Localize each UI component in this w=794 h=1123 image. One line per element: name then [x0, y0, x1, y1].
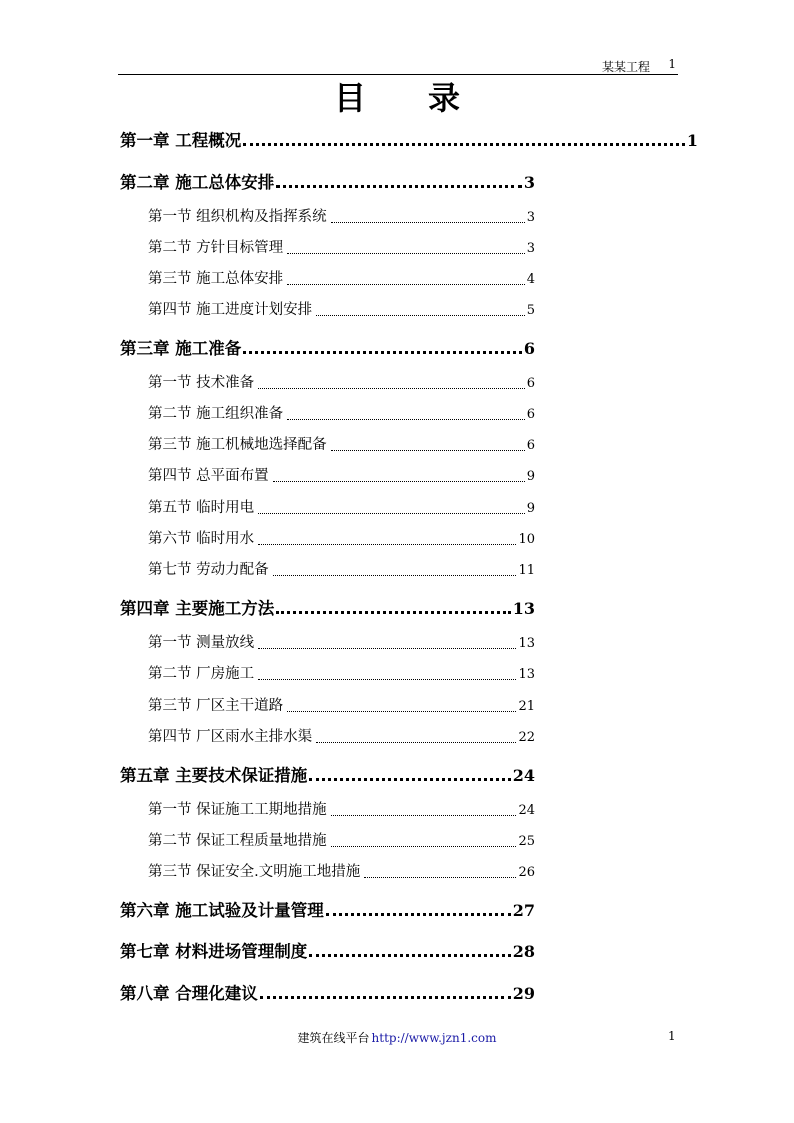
toc-page-number: 4	[526, 272, 535, 287]
toc-section-2-4[interactable]	[148, 298, 535, 320]
toc-label: 第三节 施工总体安排	[148, 271, 284, 287]
toc-page-number: 13	[512, 599, 535, 618]
toc-page-number: 22	[518, 730, 535, 745]
toc-label: 第二节 施工组织准备	[148, 406, 284, 422]
toc-page-number: 29	[512, 984, 535, 1003]
toc-leader-dots	[331, 846, 517, 847]
toc-page-number: 24	[512, 766, 535, 785]
toc-page-number: 3	[526, 241, 535, 256]
toc-page-number: 24	[518, 803, 535, 818]
toc-label: 第二节 保证工程质量地措施	[148, 833, 327, 849]
toc-page-number: 11	[518, 563, 535, 578]
toc-leader-dots	[276, 185, 522, 188]
toc-label: 第三节 保证安全.文明施工地措施	[148, 864, 361, 880]
toc-leader-dots	[316, 742, 516, 743]
toc-page-number: 9	[526, 501, 535, 516]
toc-section-3-4[interactable]	[148, 464, 535, 486]
toc-section-2-1[interactable]	[148, 205, 535, 227]
toc-chapter-6[interactable]	[120, 897, 535, 921]
toc-chapter-8[interactable]	[120, 980, 535, 1004]
toc-section-4-1[interactable]	[148, 631, 535, 653]
toc-section-5-1[interactable]	[148, 798, 535, 820]
toc-section-5-3[interactable]	[148, 860, 535, 882]
header-project-name: 某某工程	[601, 60, 650, 74]
header-page-number: 1	[668, 57, 676, 71]
toc-leader-dots	[243, 351, 522, 354]
toc-label: 第四章 主要施工方法	[120, 599, 275, 618]
toc-leader-dots	[287, 284, 525, 285]
toc-section-4-3[interactable]	[148, 694, 535, 716]
toc-label: 第二章 施工总体安排	[120, 173, 275, 192]
toc-page-number: 13	[518, 667, 535, 682]
toc-label: 第二节 厂房施工	[148, 666, 255, 682]
toc-section-4-4[interactable]	[148, 725, 535, 747]
toc-label: 第三节 厂区主干道路	[148, 698, 284, 714]
toc-page-number: 3	[526, 210, 535, 225]
toc-page-number: 26	[518, 865, 535, 880]
toc-leader-dots	[276, 611, 510, 614]
toc-chapter-3[interactable]	[120, 335, 535, 359]
toc-chapter-5[interactable]	[120, 762, 535, 786]
toc-label: 第四节 施工进度计划安排	[148, 302, 313, 318]
toc-leader-dots	[364, 877, 516, 878]
toc-leader-dots	[287, 419, 525, 420]
toc-page-number: 6	[526, 376, 535, 391]
toc-page-number: 13	[518, 636, 535, 651]
toc-leader-dots	[258, 648, 516, 649]
toc-section-3-7[interactable]	[148, 558, 535, 580]
toc-label: 第一节 组织机构及指挥系统	[148, 209, 327, 225]
toc-leader-dots	[258, 544, 516, 545]
footer-url-link[interactable]: http://www.jzn1.com	[371, 1031, 497, 1045]
toc-leader-dots	[331, 222, 525, 223]
toc-leader-dots	[326, 913, 511, 916]
toc-section-3-2[interactable]	[148, 402, 535, 424]
page-title: 目录	[333, 79, 522, 117]
toc-section-2-2[interactable]	[148, 236, 535, 258]
toc-label: 第一节 保证施工工期地措施	[148, 802, 327, 818]
toc-label: 第三章 施工准备	[120, 339, 242, 358]
footer-page-number: 1	[668, 1029, 676, 1043]
toc-page-number: 6	[526, 438, 535, 453]
toc-page-number: 6	[526, 407, 535, 422]
toc-label: 第六节 临时用水	[148, 531, 255, 547]
toc-section-4-2[interactable]	[148, 662, 535, 684]
toc-label: 第四节 厂区雨水主排水渠	[148, 729, 313, 745]
toc-leader-dots	[243, 143, 685, 146]
toc-section-3-1[interactable]	[148, 371, 535, 393]
toc-page-number: 28	[512, 942, 535, 961]
toc-leader-dots	[273, 481, 525, 482]
toc-label: 第七节 劳动力配备	[148, 562, 269, 578]
toc-leader-dots	[273, 575, 517, 576]
toc-section-3-3[interactable]	[148, 433, 535, 455]
toc-label: 第七章 材料进场管理制度	[120, 942, 308, 961]
page-header	[118, 54, 678, 75]
toc-leader-dots	[309, 778, 510, 781]
toc-section-5-2[interactable]	[148, 829, 535, 851]
toc-page-number: 27	[512, 901, 535, 920]
toc-page-number: 3	[523, 173, 535, 192]
toc-label: 第六章 施工试验及计量管理	[120, 901, 324, 920]
toc-label: 第五节 临时用电	[148, 500, 255, 516]
toc-label: 第五章 主要技术保证措施	[120, 766, 308, 785]
toc-chapter-7[interactable]	[120, 938, 535, 962]
toc-page-number: 25	[518, 834, 535, 849]
toc-leader-dots	[309, 954, 510, 957]
toc-leader-dots	[258, 679, 516, 680]
toc-page-number: 9	[526, 469, 535, 484]
toc-leader-dots	[258, 513, 525, 514]
toc-label: 第一节 测量放线	[148, 635, 255, 651]
toc-label: 第三节 施工机械地选择配备	[148, 437, 327, 453]
toc-page-number: 5	[526, 303, 535, 318]
toc-chapter-1[interactable]	[120, 127, 698, 151]
toc-section-2-3[interactable]	[148, 267, 535, 289]
toc-leader-dots	[316, 315, 525, 316]
toc-leader-dots	[331, 450, 525, 451]
footer-site-name: 建筑在线平台	[297, 1031, 370, 1045]
toc-page-number: 21	[518, 699, 535, 714]
toc-label: 第四节 总平面布置	[148, 468, 269, 484]
toc-section-3-5[interactable]	[148, 496, 535, 518]
toc-page-number: 1	[686, 131, 698, 150]
toc-chapter-2[interactable]	[120, 169, 535, 193]
toc-chapter-4[interactable]	[120, 595, 535, 619]
toc-page-number: 10	[518, 532, 535, 547]
toc-leader-dots	[287, 253, 525, 254]
toc-label: 第一节 技术准备	[148, 375, 255, 391]
toc-leader-dots	[260, 996, 511, 999]
toc-page-number: 6	[523, 339, 535, 358]
toc-label: 第二节 方针目标管理	[148, 240, 284, 256]
toc-leader-dots	[287, 711, 516, 712]
toc-label: 第一章 工程概况	[120, 131, 242, 150]
toc-leader-dots	[258, 388, 525, 389]
toc-leader-dots	[331, 815, 517, 816]
toc-label: 第八章 合理化建议	[120, 984, 258, 1003]
toc-section-3-6[interactable]	[148, 527, 535, 549]
